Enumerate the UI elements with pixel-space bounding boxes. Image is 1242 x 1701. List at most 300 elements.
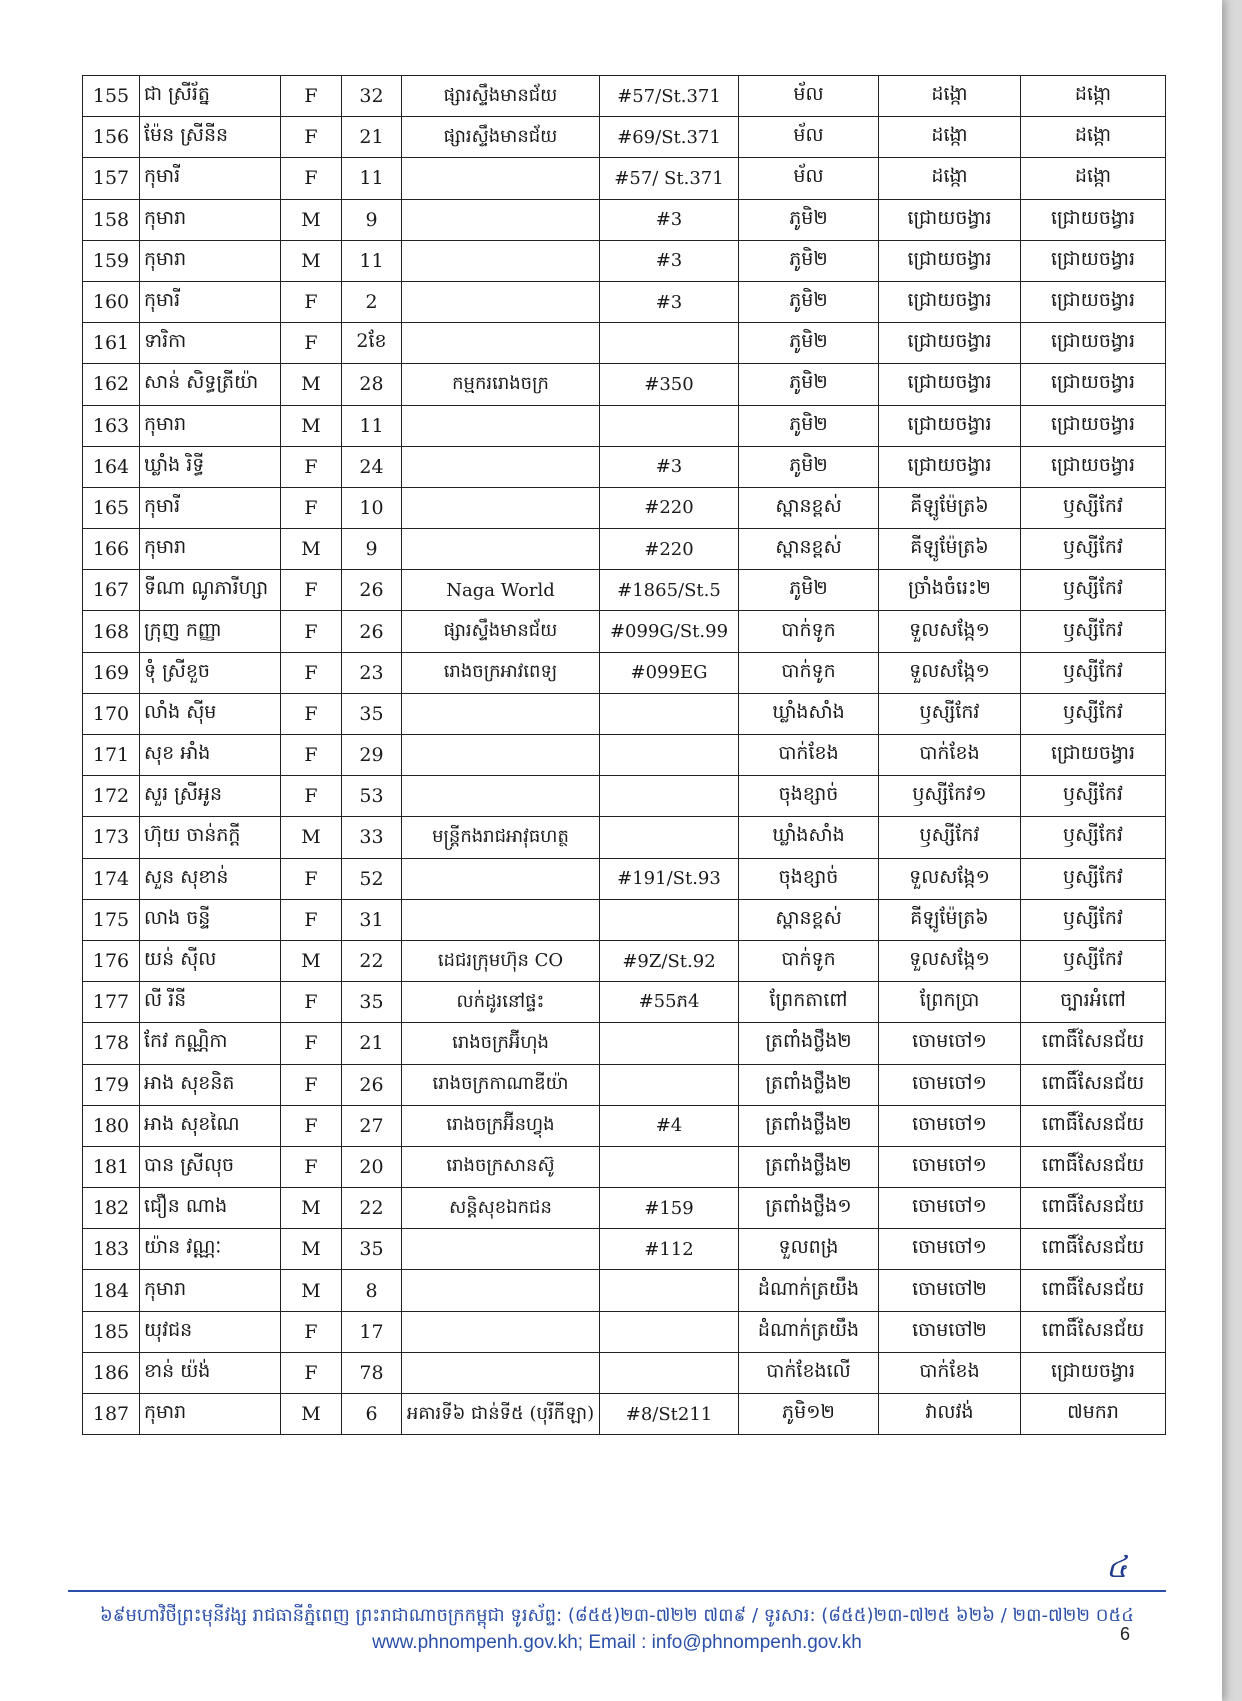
sex-cell: M: [281, 529, 342, 570]
occupation-cell: [402, 693, 600, 734]
district-cell: ពោធិ៍សែនជ័យ: [1021, 1064, 1166, 1105]
age-cell: 2: [342, 281, 402, 322]
occupation-cell: ដេជរក្រុមហ៊ុន CO: [402, 940, 600, 981]
sex-cell: F: [281, 323, 342, 364]
commune-cell: ចោមចៅ១: [879, 1023, 1021, 1064]
district-cell: ពោធិ៍សែនជ័យ: [1021, 1146, 1166, 1187]
occupation-cell: [402, 1229, 600, 1270]
row-number-cell: 161: [83, 323, 140, 364]
table-row: [83, 1352, 1166, 1393]
person-name-cell: សាន់ សិទ្ធត្រីយ៉ា: [140, 364, 281, 405]
village-cell: ត្រពាំងថ្លឹង២: [739, 1146, 879, 1187]
commune-cell: ជ្រោយចង្វារ: [879, 446, 1021, 487]
person-name-cell: កុមារា: [140, 529, 281, 570]
occupation-cell: រោងចក្រអាវពេទ្យ: [402, 652, 600, 693]
occupation-cell: ផ្សារស្ទឹងមានជ័យ: [402, 76, 600, 117]
person-name-cell: បាន ស្រីលុច: [140, 1146, 281, 1187]
house-number-cell: [600, 1146, 739, 1187]
house-number-cell: #3: [600, 240, 739, 281]
district-cell: ឫស្សីកែវ: [1021, 817, 1166, 858]
district-cell: ដង្កោ: [1021, 76, 1166, 117]
occupation-cell: [402, 323, 600, 364]
occupation-cell: Naga World: [402, 570, 600, 611]
sex-cell: F: [281, 570, 342, 611]
house-number-cell: [600, 1352, 739, 1393]
table-row: [83, 529, 1166, 570]
district-cell: ពោធិ៍សែនជ័យ: [1021, 1311, 1166, 1352]
table-row: [83, 1270, 1166, 1311]
footer-divider: [68, 1590, 1166, 1592]
row-number-cell: 182: [83, 1188, 140, 1229]
row-number-cell: 170: [83, 693, 140, 734]
age-cell: 35: [342, 1229, 402, 1270]
row-number-cell: 159: [83, 240, 140, 281]
district-cell: ជ្រោយចង្វារ: [1021, 281, 1166, 322]
commune-cell: ច្រាំងចំរេះ២: [879, 570, 1021, 611]
house-number-cell: [600, 1064, 739, 1105]
village-cell: បាក់ទូក: [739, 940, 879, 981]
table-row: [83, 817, 1166, 858]
person-name-cell: កុមារា: [140, 1270, 281, 1311]
district-cell: ជ្រោយចង្វារ: [1021, 323, 1166, 364]
district-cell: ឫស្សីកែវ: [1021, 776, 1166, 817]
commune-cell: បាក់ខែង: [879, 735, 1021, 776]
sex-cell: F: [281, 858, 342, 899]
district-cell: ឫស្សីកែវ: [1021, 858, 1166, 899]
commune-cell: ដង្កោ: [879, 76, 1021, 117]
table-row: [83, 899, 1166, 940]
age-cell: 27: [342, 1105, 402, 1146]
age-cell: 35: [342, 982, 402, 1023]
row-number-cell: 175: [83, 899, 140, 940]
age-cell: 17: [342, 1311, 402, 1352]
table-row: [83, 1105, 1166, 1146]
commune-cell: ទួលសង្កែ១: [879, 611, 1021, 652]
occupation-cell: [402, 529, 600, 570]
commune-cell: ចោមចៅ២: [879, 1311, 1021, 1352]
table-row: [83, 240, 1166, 281]
sex-cell: F: [281, 1146, 342, 1187]
occupation-cell: រោងចក្រសានស៊ូ: [402, 1146, 600, 1187]
house-number-cell: #220: [600, 529, 739, 570]
row-number-cell: 186: [83, 1352, 140, 1393]
sex-cell: F: [281, 76, 342, 117]
commune-cell: គីឡូម៉ែត្រ៦: [879, 899, 1021, 940]
village-cell: ឃ្លាំងសាំង: [739, 693, 879, 734]
district-cell: ឫស្សីកែវ: [1021, 652, 1166, 693]
house-number-cell: #220: [600, 487, 739, 528]
commune-cell: បាក់ខែង: [879, 1352, 1021, 1393]
village-cell: ភូមិ២: [739, 364, 879, 405]
occupation-cell: [402, 1311, 600, 1352]
commune-cell: ទួលសង្កែ១: [879, 940, 1021, 981]
house-number-cell: #099G/St.99: [600, 611, 739, 652]
age-cell: 78: [342, 1352, 402, 1393]
occupation-cell: [402, 1270, 600, 1311]
district-cell: ឫស្សីកែវ: [1021, 611, 1166, 652]
row-number-cell: 166: [83, 529, 140, 570]
village-cell: ត្រពាំងថ្លឹង១: [739, 1188, 879, 1229]
occupation-cell: [402, 899, 600, 940]
commune-cell: ចោមចៅ១: [879, 1105, 1021, 1146]
commune-cell: ចោមចៅ១: [879, 1146, 1021, 1187]
district-cell: ជ្រោយចង្វារ: [1021, 446, 1166, 487]
district-cell: ឫស្សីកែវ: [1021, 693, 1166, 734]
district-cell: ជ្រោយចង្វារ: [1021, 405, 1166, 446]
row-number-cell: 172: [83, 776, 140, 817]
village-cell: បាក់ទូក: [739, 652, 879, 693]
village-cell: ដំណាក់ត្រយឹង: [739, 1311, 879, 1352]
village-cell: ចុងខ្សាច់: [739, 776, 879, 817]
house-number-cell: #159: [600, 1188, 739, 1229]
table-row: [83, 158, 1166, 199]
occupation-cell: [402, 281, 600, 322]
house-number-cell: [600, 693, 739, 734]
row-number-cell: 162: [83, 364, 140, 405]
sex-cell: F: [281, 117, 342, 158]
commune-cell: ជ្រោយចង្វារ: [879, 405, 1021, 446]
sex-cell: F: [281, 281, 342, 322]
person-name-cell: ក្រុញ កញ្ញា: [140, 611, 281, 652]
row-number-cell: 185: [83, 1311, 140, 1352]
village-cell: ម័ល: [739, 76, 879, 117]
house-number-cell: [600, 1270, 739, 1311]
district-cell: ឫស្សីកែវ: [1021, 529, 1166, 570]
commune-cell: ចោមចៅ១: [879, 1229, 1021, 1270]
commune-cell: ទួលសង្កែ១: [879, 858, 1021, 899]
table-row: [83, 940, 1166, 981]
table-row: [83, 693, 1166, 734]
row-number-cell: 167: [83, 570, 140, 611]
occupation-cell: [402, 735, 600, 776]
house-number-cell: #099EG: [600, 652, 739, 693]
village-cell: បាក់ទូក: [739, 611, 879, 652]
occupation-cell: អគារទី៦ ជាន់ទី៥ (បុរីកីឡា): [402, 1394, 600, 1435]
occupation-cell: [402, 405, 600, 446]
sex-cell: M: [281, 199, 342, 240]
row-number-cell: 183: [83, 1229, 140, 1270]
house-number-cell: #57/ St.371: [600, 158, 739, 199]
row-number-cell: 177: [83, 982, 140, 1023]
row-number-cell: 174: [83, 858, 140, 899]
table-row: [83, 364, 1166, 405]
occupation-cell: [402, 487, 600, 528]
village-cell: ស្ពានខ្ពស់: [739, 899, 879, 940]
sex-cell: M: [281, 1229, 342, 1270]
person-name-cell: អាង សុខណៃ: [140, 1105, 281, 1146]
sex-cell: M: [281, 817, 342, 858]
occupation-cell: [402, 240, 600, 281]
person-name-cell: កុមារា: [140, 240, 281, 281]
age-cell: 11: [342, 158, 402, 199]
village-cell: ព្រែកតាពៅ: [739, 982, 879, 1023]
house-number-cell: [600, 1311, 739, 1352]
sex-cell: F: [281, 982, 342, 1023]
sex-cell: F: [281, 1064, 342, 1105]
commune-cell: ព្រែកប្រា: [879, 982, 1021, 1023]
age-cell: 9: [342, 199, 402, 240]
village-cell: ម័ល: [739, 158, 879, 199]
table-row: [83, 446, 1166, 487]
sex-cell: M: [281, 240, 342, 281]
table-row: [83, 858, 1166, 899]
row-number-cell: 178: [83, 1023, 140, 1064]
house-number-cell: #8/St211: [600, 1394, 739, 1435]
person-name-cell: ឃ្លាំង រិទ្ធី: [140, 446, 281, 487]
commune-cell: ឫស្សីកែវ១: [879, 776, 1021, 817]
commune-cell: ជ្រោយចង្វារ: [879, 364, 1021, 405]
district-cell: ពោធិ៍សែនជ័យ: [1021, 1188, 1166, 1229]
table-row: [83, 735, 1166, 776]
occupation-cell: មន្ត្រីកងរាជអាវុធហត្ថ: [402, 817, 600, 858]
district-cell: ឫស្សីកែវ: [1021, 487, 1166, 528]
person-name-cell: កែវ កណ្ណិកា: [140, 1023, 281, 1064]
occupation-cell: ផ្សារស្ទឹងមានជ័យ: [402, 117, 600, 158]
commune-cell: ដង្កោ: [879, 158, 1021, 199]
table-row: [83, 117, 1166, 158]
age-cell: 31: [342, 899, 402, 940]
sex-cell: F: [281, 158, 342, 199]
occupation-cell: ផ្សារស្ទឹងមានជ័យ: [402, 611, 600, 652]
person-name-cell: កុមារី: [140, 158, 281, 199]
table-row: [83, 611, 1166, 652]
house-number-cell: [600, 735, 739, 776]
house-number-cell: #3: [600, 199, 739, 240]
table-row: [83, 1064, 1166, 1105]
commune-cell: ដង្កោ: [879, 117, 1021, 158]
age-cell: 8: [342, 1270, 402, 1311]
occupation-cell: កម្មកររោងចក្រ: [402, 364, 600, 405]
sex-cell: F: [281, 899, 342, 940]
village-cell: ដំណាក់ត្រយឹង: [739, 1270, 879, 1311]
age-cell: 10: [342, 487, 402, 528]
age-cell: 32: [342, 76, 402, 117]
village-cell: ភូមិ១២: [739, 1394, 879, 1435]
sex-cell: F: [281, 652, 342, 693]
row-number-cell: 157: [83, 158, 140, 199]
sex-cell: F: [281, 776, 342, 817]
age-cell: 53: [342, 776, 402, 817]
commune-cell: ទួលសង្កែ១: [879, 652, 1021, 693]
person-name-cell: កុមារី: [140, 281, 281, 322]
occupation-cell: សន្តិសុខឯកជន: [402, 1188, 600, 1229]
village-cell: ត្រពាំងថ្លឹង២: [739, 1105, 879, 1146]
table-row: [83, 1146, 1166, 1187]
occupation-cell: រោងចក្រកាណាឌីយ៉ា: [402, 1064, 600, 1105]
occupation-cell: រោងចក្រអ៊ីនហ្វុង: [402, 1105, 600, 1146]
row-number-cell: 169: [83, 652, 140, 693]
person-name-cell: ទុំ ស្រីខួច: [140, 652, 281, 693]
age-cell: 26: [342, 570, 402, 611]
row-number-cell: 187: [83, 1394, 140, 1435]
district-cell: ឫស្សីកែវ: [1021, 899, 1166, 940]
age-cell: 26: [342, 611, 402, 652]
table-row: [83, 199, 1166, 240]
person-name-cell: ជឿន ណាង: [140, 1188, 281, 1229]
person-name-cell: យ៉ាន វណ្ណៈ: [140, 1229, 281, 1270]
age-cell: 21: [342, 117, 402, 158]
district-cell: ជ្រោយចង្វារ: [1021, 199, 1166, 240]
age-cell: 6: [342, 1394, 402, 1435]
table-row: [83, 323, 1166, 364]
occupation-cell: លក់ដូរនៅផ្ទះ: [402, 982, 600, 1023]
house-number-cell: #3: [600, 281, 739, 322]
sex-cell: F: [281, 735, 342, 776]
district-cell: ជ្រោយចង្វារ: [1021, 1352, 1166, 1393]
sex-cell: M: [281, 940, 342, 981]
sex-cell: F: [281, 1352, 342, 1393]
sex-cell: F: [281, 1023, 342, 1064]
district-cell: ពោធិ៍សែនជ័យ: [1021, 1229, 1166, 1270]
village-cell: ស្ពានខ្ពស់: [739, 487, 879, 528]
house-number-cell: [600, 817, 739, 858]
commune-cell: ជ្រោយចង្វារ: [879, 323, 1021, 364]
person-name-cell: ម៉ែន ស្រីនីន: [140, 117, 281, 158]
district-cell: ជ្រោយចង្វារ: [1021, 735, 1166, 776]
commune-cell: ចោមចៅ១: [879, 1064, 1021, 1105]
person-name-cell: យុវជន: [140, 1311, 281, 1352]
row-number-cell: 155: [83, 76, 140, 117]
village-cell: ឃ្លាំងសាំង: [739, 817, 879, 858]
house-number-cell: [600, 776, 739, 817]
village-cell: ភូមិ២: [739, 323, 879, 364]
table-row: [83, 76, 1166, 117]
person-name-cell: លាំង ស៊ីម: [140, 693, 281, 734]
person-name-cell: ហ៊ុយ ចាន់ភក្តី: [140, 817, 281, 858]
district-cell: ដង្កោ: [1021, 117, 1166, 158]
house-number-cell: #4: [600, 1105, 739, 1146]
commune-cell: គីឡូម៉ែត្រ៦: [879, 487, 1021, 528]
village-cell: ភូមិ២: [739, 240, 879, 281]
page-number: 6: [1120, 1624, 1131, 1644]
person-name-cell: កុមារា: [140, 199, 281, 240]
district-cell: ច្បារអំពៅ: [1021, 982, 1166, 1023]
table-row: [83, 1023, 1166, 1064]
occupation-cell: [402, 158, 600, 199]
sex-cell: F: [281, 693, 342, 734]
village-cell: ទួលពង្រ: [739, 1229, 879, 1270]
house-number-cell: #191/St.93: [600, 858, 739, 899]
row-number-cell: 168: [83, 611, 140, 652]
table-row: [83, 281, 1166, 322]
age-cell: 11: [342, 405, 402, 446]
row-number-cell: 160: [83, 281, 140, 322]
occupation-cell: [402, 446, 600, 487]
footer-website-email: www.phnompenh.gov.kh; Email : info@phnompenh.gov.kh: [372, 1632, 862, 1653]
age-cell: 28: [342, 364, 402, 405]
house-number-cell: #9Z/St.92: [600, 940, 739, 981]
sex-cell: F: [281, 446, 342, 487]
age-cell: 24: [342, 446, 402, 487]
person-name-cell: សួរ ស្រីអូន: [140, 776, 281, 817]
row-number-cell: 180: [83, 1105, 140, 1146]
row-number-cell: 163: [83, 405, 140, 446]
records-table: [82, 75, 1166, 1435]
village-cell: ត្រពាំងថ្លឹង២: [739, 1064, 879, 1105]
person-name-cell: សួន សុខាន់: [140, 858, 281, 899]
house-number-cell: #69/St.371: [600, 117, 739, 158]
commune-cell: ជ្រោយចង្វារ: [879, 281, 1021, 322]
sex-cell: M: [281, 1394, 342, 1435]
table-row: [83, 570, 1166, 611]
row-number-cell: 171: [83, 735, 140, 776]
person-name-cell: កុមារា: [140, 1394, 281, 1435]
district-cell: ឫស្សីកែវ: [1021, 940, 1166, 981]
village-cell: ភូមិ២: [739, 446, 879, 487]
occupation-cell: [402, 199, 600, 240]
commune-cell: ជ្រោយចង្វារ: [879, 240, 1021, 281]
table-row: [83, 982, 1166, 1023]
district-cell: ឫស្សីកែវ: [1021, 570, 1166, 611]
house-number-cell: #1865/St.5: [600, 570, 739, 611]
row-number-cell: 176: [83, 940, 140, 981]
age-cell: 35: [342, 693, 402, 734]
house-number-cell: #3: [600, 446, 739, 487]
occupation-cell: [402, 858, 600, 899]
age-cell: 21: [342, 1023, 402, 1064]
footer-address: ៦៩មហាវិថីព្រះមុនីវង្ស រាជធានីភ្នំពេញ ព្រះរាជាណាចក្រកម្ពុជា ទូរស័ព្ទ: (៨៥៥)២៣-៧២២ ៧៣៩ / ទូរសារ: (៨៥៥)២៣-៧២៥ ៦២៦ / ២៣-៧២២ ០៥៤: [100, 1605, 1134, 1626]
person-name-cell: ជា ស្រីរ័ត្ន: [140, 76, 281, 117]
district-cell: ជ្រោយចង្វារ: [1021, 240, 1166, 281]
person-name-cell: កុមារី: [140, 487, 281, 528]
house-number-cell: [600, 405, 739, 446]
age-cell: 22: [342, 940, 402, 981]
district-cell: ពោធិ៍សែនជ័យ: [1021, 1270, 1166, 1311]
age-cell: 20: [342, 1146, 402, 1187]
row-number-cell: 173: [83, 817, 140, 858]
house-number-cell: #57/St.371: [600, 76, 739, 117]
handwritten-mark: ៤: [1106, 1550, 1128, 1585]
person-name-cell: យន់ ស៊ីល: [140, 940, 281, 981]
village-cell: បាក់ខែង: [739, 735, 879, 776]
row-number-cell: 165: [83, 487, 140, 528]
person-name-cell: លាង ចន្ទី: [140, 899, 281, 940]
village-cell: ភូមិ២: [739, 199, 879, 240]
commune-cell: ឫស្សីកែវ: [879, 693, 1021, 734]
house-number-cell: [600, 899, 739, 940]
district-cell: ពោធិ៍សែនជ័យ: [1021, 1023, 1166, 1064]
village-cell: ភូមិ២: [739, 570, 879, 611]
village-cell: ម័ល: [739, 117, 879, 158]
age-cell: 23: [342, 652, 402, 693]
person-name-cell: ទីណា ណូភារីហ្សា: [140, 570, 281, 611]
row-number-cell: 156: [83, 117, 140, 158]
commune-cell: ឫស្សីកែវ: [879, 817, 1021, 858]
commune-cell: គីឡូម៉ែត្រ៦: [879, 529, 1021, 570]
house-number-cell: #55ភ4: [600, 982, 739, 1023]
sex-cell: F: [281, 611, 342, 652]
village-cell: បាក់ខែងលើ: [739, 1352, 879, 1393]
person-name-cell: ទារិកា: [140, 323, 281, 364]
row-number-cell: 158: [83, 199, 140, 240]
sex-cell: F: [281, 1105, 342, 1146]
district-cell: ៧មករា: [1021, 1394, 1166, 1435]
age-cell: 52: [342, 858, 402, 899]
table-row: [83, 405, 1166, 446]
sex-cell: M: [281, 405, 342, 446]
table-row: [83, 1188, 1166, 1229]
person-name-cell: ខាន់ យ៉ង់: [140, 1352, 281, 1393]
village-cell: ចុងខ្សាច់: [739, 858, 879, 899]
occupation-cell: រោងចក្រអ៊ីហុង: [402, 1023, 600, 1064]
house-number-cell: #112: [600, 1229, 739, 1270]
age-cell: 26: [342, 1064, 402, 1105]
commune-cell: ជ្រោយចង្វារ: [879, 199, 1021, 240]
sex-cell: M: [281, 364, 342, 405]
village-cell: ភូមិ២: [739, 281, 879, 322]
person-name-cell: លី រីនី: [140, 982, 281, 1023]
table-row: [83, 1311, 1166, 1352]
